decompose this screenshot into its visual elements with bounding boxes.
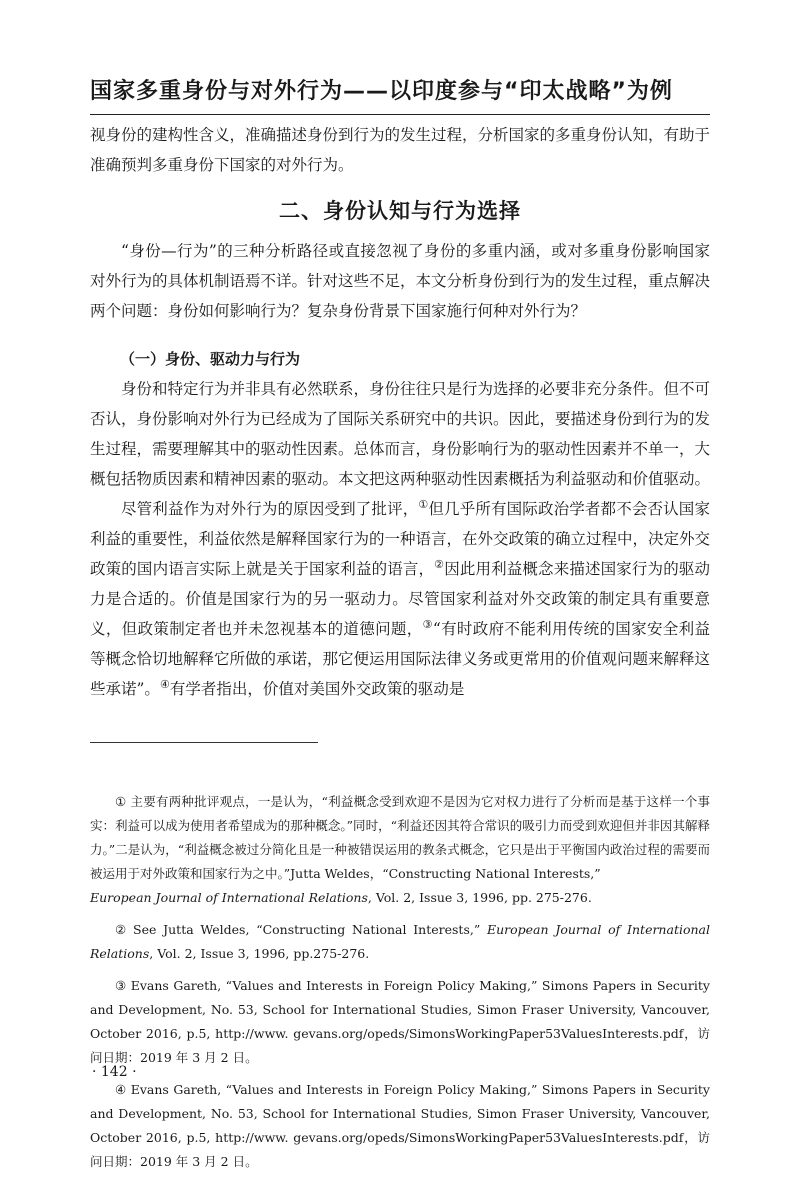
footnote-journal: European Journal of International Relations [90,890,368,905]
paragraph-intro: 视身份的建构性含义，准确描述身份到行为的发生过程，分析国家的多重身份认知，有助于准确预判多重身份下国家的对外行为。 [90,126,711,174]
footnote-mark: ② [115,922,129,937]
footnote-rule [90,742,318,743]
footnote-mark: ④ [115,1082,127,1097]
paragraph-sub1: 身份和特定行为并非具有必然联系，身份往往只是行为选择的必要非充分条件。但不可否认，身份影响对外行为已经成为了国际关系研究中的共识。因此，要描述身份到行为的发生过程，需要理解其中的驱动性因素。总体而言，身份影响行为的驱动性因素并不单一，大概包括物质因素和精神因素的驱动。本文把这两种驱动性因素概括为利益驱动和价值驱动。 [90,380,711,488]
footnote-text: Evans Gareth, “Values and Interests in Foreign Policy Making,” Simons Papers in Security and Development, No. 53, School for International Studies, Simon Fraser University, Vancouver, October 2016, p.5, http://www. gevans.org/opeds/SimonsWorkingPaper53ValuesInterests.pdf，访问日期：2019 年 3 月 2 日。 [90,1082,710,1169]
footnote-4 [90,1078,710,1174]
footnote-2 [90,918,710,966]
subsection-title: （一）身份、驱动力与行为 [120,350,301,368]
footnote-ref-2[interactable]: ② [434,557,445,571]
footnote-ref-1[interactable]: ① [418,497,429,511]
footnote-tail: , Vol. 2, Issue 3, 1996, pp.275-276. [149,946,370,961]
paragraph-section: “身份—行为”的三种分析路径或直接忽视了身份的多重内涵，或对多重身份影响国家对外行为的具体机制语焉不详。针对这些不足，本文分析身份到行为的发生过程，重点解决两个问题：身份如何影响行为？复杂身份背景下国家施行何种对外行为？ [90,242,711,320]
paragraph-sub2-part-e: 有学者指出，价值对美国外交政策的驱动是 [169,680,465,698]
running-header-title: 国家多重身份与对外行为——以印度参与“印太战略”为例 [90,79,673,104]
paragraph-sub2-part-c: 因此用利益概念来描述国家行为的驱动力是合适的。价值是国家行为的另一驱动力。尽管国家利益对外交政策的制定具有重要意义，但政策制定者也并未忽视基本的道德问题， [90,560,710,638]
footnote-text: See Jutta Weldes, “Constructing National Interests,” [133,922,487,937]
footnote-ref-3[interactable]: ③ [422,617,433,631]
footnote-mark: ① [115,794,127,809]
footnote-tail: , Vol. 2, Issue 3, 1996, pp. 275-276. [367,890,592,905]
footnote-mark: ③ [115,978,127,993]
page-number: · 142 · [92,1064,137,1080]
section-title: 二、身份认知与行为选择 [279,199,521,223]
paragraph-sub2 [90,494,710,704]
main-text [90,120,710,704]
paragraph-sub2-part-b: 但几乎所有国际政治学者都不会否认国家利益的重要性，利益依然是解释国家行为的一种语言，在外交政策的确立过程中，决定外交政策的国内语言实际上就是关于国家利益的语言， [90,500,711,578]
footnote-text: Evans Gareth, “Values and Interests in Foreign Policy Making,” Simons Papers in Security and Development, No. 53, School for International Studies, Simon Fraser University, Vancouver, October 2016, p.5, http://www. gevans.org/opeds/SimonsWorkingPaper53ValuesInterests.pdf，访问日期：2019 年 3 月 2 日。 [90,978,710,1065]
footnote-text: 主要有两种批评观点，一是认为，“利益概念受到欢迎不是因为它对权力进行了分析而是基于这样一个事实：利益可以成为使用者希望成为的那种概念。”同时，“利益还因其符合常识的吸引力而受到欢迎但并非因其解释力。”二是认为，“利益概念被过分简化且是一种被错误运用的教条式概念，它只是出于平衡国内政治过程的需要而被运用于对外政策和国家行为之中。”Jutta Weldes，“Constructing National Interests,” [90,794,710,881]
paragraph-sub2-part-a: 尽管利益作为对外行为的原因受到了批评， [121,500,419,518]
header-rule [90,114,710,115]
footnote-ref-4[interactable]: ④ [159,677,170,691]
footnote-journal: European Journal of International Relations [90,922,710,961]
footnote-1 [90,790,710,910]
footnote-3 [90,974,710,1070]
paragraph-sub2-part-d: “有时政府不能利用传统的国家安全利益等概念恰切地解释它所做的承诺，那它便运用国际法律义务或更常用的价值观问题来解释这些承诺”。 [90,620,711,698]
footnotes [90,790,710,1182]
